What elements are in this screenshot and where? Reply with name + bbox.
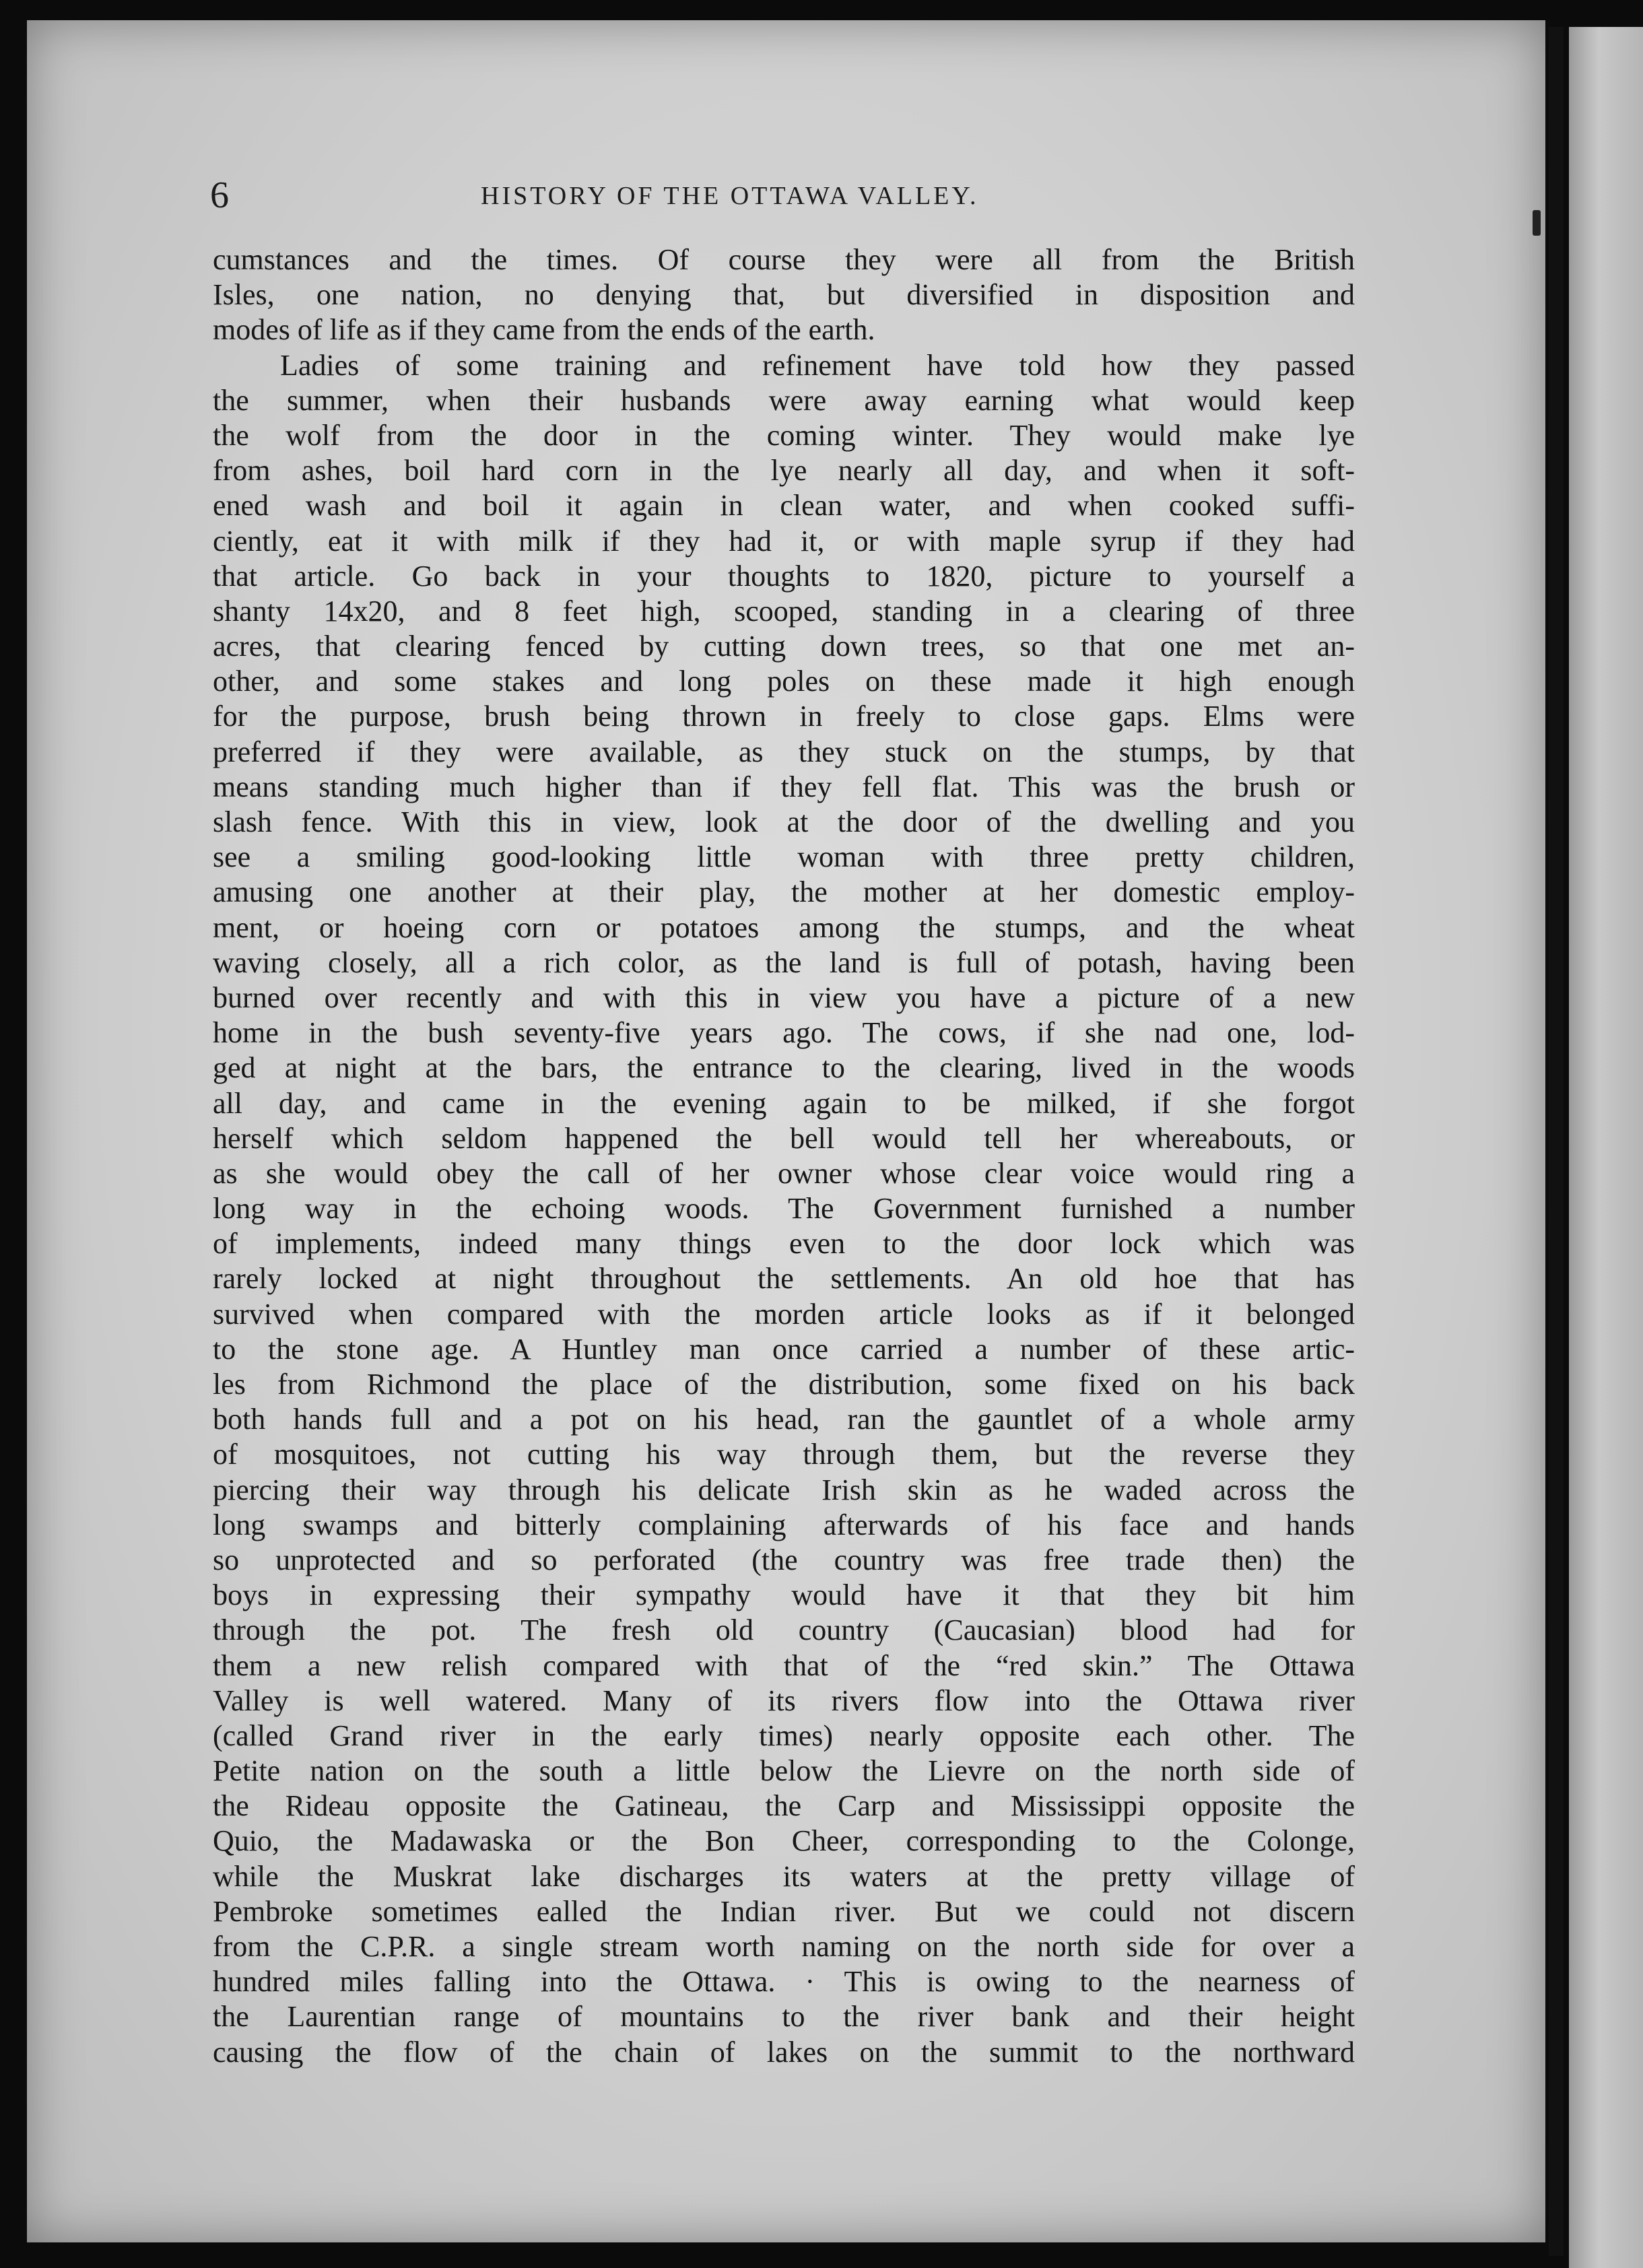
text-line: preferred if they were available, as they stuck on the stumps, by that — [213, 735, 1355, 768]
text-line: that article. Go back in your thoughts to 1820, picture to yourself a — [213, 559, 1355, 593]
text-line: modes of life as if they came from the ends of the earth. — [213, 313, 875, 347]
text-line: from ashes, boil hard corn in the lye nearly all day, and when it soft- — [213, 454, 1355, 488]
text-line: waving closely, all a rich color, as the land is full of potash, having been — [213, 945, 1355, 979]
text-line: long way in the echoing woods. The Government furnished a number — [213, 1192, 1355, 1226]
text-line: while the Muskrat lake discharges its waters at the pretty village of — [213, 1859, 1355, 1893]
text-line: to the stone age. A Huntley man once carried a number of these artic- — [213, 1332, 1355, 1366]
facing-page-edge — [1569, 27, 1643, 2268]
text-line: acres, that clearing fenced by cutting down trees, so that one met an- — [213, 630, 1355, 663]
text-line: see a smiling good-looking little woman with three pretty children, — [213, 840, 1355, 874]
text-line: cumstances and the times. Of course they were all from the British — [213, 243, 1355, 276]
text-line: the summer, when their husbands were away earning what would keep — [213, 383, 1355, 417]
text-line: of mosquitoes, not cutting his way through them, but the reverse they — [213, 1438, 1355, 1471]
text-line: the Rideau opposite the Gatineau, the Carp and Mississippi opposite the — [213, 1789, 1355, 1823]
text-line: boys in expressing their sympathy would have it that they bit him — [213, 1578, 1355, 1612]
text-line: burned over recently and with this in view you have a picture of a new — [213, 980, 1355, 1014]
text-line: as she would obey the call of her owner whose clear voice would ring a — [213, 1156, 1355, 1190]
text-line: Valley is well watered. Many of its rivers flow into the Ottawa river — [213, 1683, 1355, 1717]
text-line: other, and some stakes and long poles on these made it high enough — [213, 665, 1355, 698]
page-header — [210, 172, 1355, 219]
text-line: causing the flow of the chain of lakes on the summit to the northward — [213, 2035, 1355, 2069]
text-line: ciently, eat it with milk if they had it, or with maple syrup if they had — [213, 524, 1355, 558]
text-line: rarely locked at night throughout the settlements. An old hoe that has — [213, 1262, 1355, 1296]
text-line: the Laurentian range of mountains to the river bank and their height — [213, 2000, 1355, 2034]
text-line: the wolf from the door in the coming winter. They would make lye — [213, 418, 1355, 452]
text-line: ged at night at the bars, the entrance to the clearing, lived in the woods — [213, 1051, 1355, 1085]
text-line: shanty 14x20, and 8 feet high, scooped, standing in a clearing of three — [213, 594, 1355, 628]
text-line: for the purpose, brush being thrown in freely to close gaps. Elms were — [213, 700, 1355, 733]
text-line: home in the bush seventy-five years ago. The cows, if she nad one, lod- — [213, 1016, 1355, 1050]
text-line: of implements, indeed many things even to the door lock which was — [213, 1227, 1355, 1261]
text-line: ment, or hoeing corn or potatoes among the stumps, and the wheat — [213, 910, 1355, 944]
text-line: from the C.P.R. a single stream worth naming on the north side for over a — [213, 1930, 1355, 1963]
page-number: 6 — [210, 174, 229, 216]
text-line: les from Richmond the place of the distribution, some fixed on his back — [213, 1368, 1355, 1401]
text-line: (called Grand river in the early times) nearly opposite each other. The — [213, 1719, 1355, 1752]
text-line: piercing their way through his delicate Irish skin as he waded across the — [213, 1473, 1355, 1506]
text-line: so unprotected and so perforated (the country was free trade then) the — [213, 1543, 1355, 1576]
text-line: herself which seldom happened the bell would tell her whereabouts, or — [213, 1121, 1355, 1155]
text-line: survived when compared with the morden article looks as if it belonged — [213, 1297, 1355, 1331]
text-line: means standing much higher than if they fell flat. This was the brush or — [213, 770, 1355, 803]
gutter-mark — [1533, 210, 1541, 236]
running-head: HISTORY OF THE OTTAWA VALLEY. — [481, 182, 979, 210]
text-line: all day, and came in the evening again to be milked, if she forgot — [213, 1086, 1355, 1120]
book-gutter — [1549, 27, 1564, 2256]
text-line: Ladies of some training and refinement have told how they passed — [280, 348, 1355, 382]
text-line: Pembroke sometimes ealled the Indian river. But we could not discern — [213, 1894, 1355, 1928]
text-line: ened wash and boil it again in clean water, and when cooked suffi- — [213, 489, 1355, 523]
text-line: them a new relish compared with that of the “red skin.” The Ottawa — [213, 1648, 1355, 1682]
text-line: amusing one another at their play, the mother at her domestic employ- — [213, 875, 1355, 909]
text-line: through the pot. The fresh old country (Caucasian) blood had for — [213, 1613, 1355, 1647]
text-line: Petite nation on the south a little below the Lievre on the north side of — [213, 1754, 1355, 1788]
text-line: Quio, the Madawaska or the Bon Cheer, corresponding to the Colonge, — [213, 1824, 1355, 1858]
text-line: slash fence. With this in view, look at the door of the dwelling and you — [213, 805, 1355, 838]
text-line: both hands full and a pot on his head, ran the gauntlet of a whole army — [213, 1403, 1355, 1436]
body-text — [213, 242, 1355, 2070]
text-line: hundred miles falling into the Ottawa. · This is owing to the nearness of — [213, 1965, 1355, 1999]
text-line: Isles, one nation, no denying that, but diversified in disposition and — [213, 278, 1355, 312]
text-line: long swamps and bitterly complaining afterwards of his face and hands — [213, 1508, 1355, 1541]
